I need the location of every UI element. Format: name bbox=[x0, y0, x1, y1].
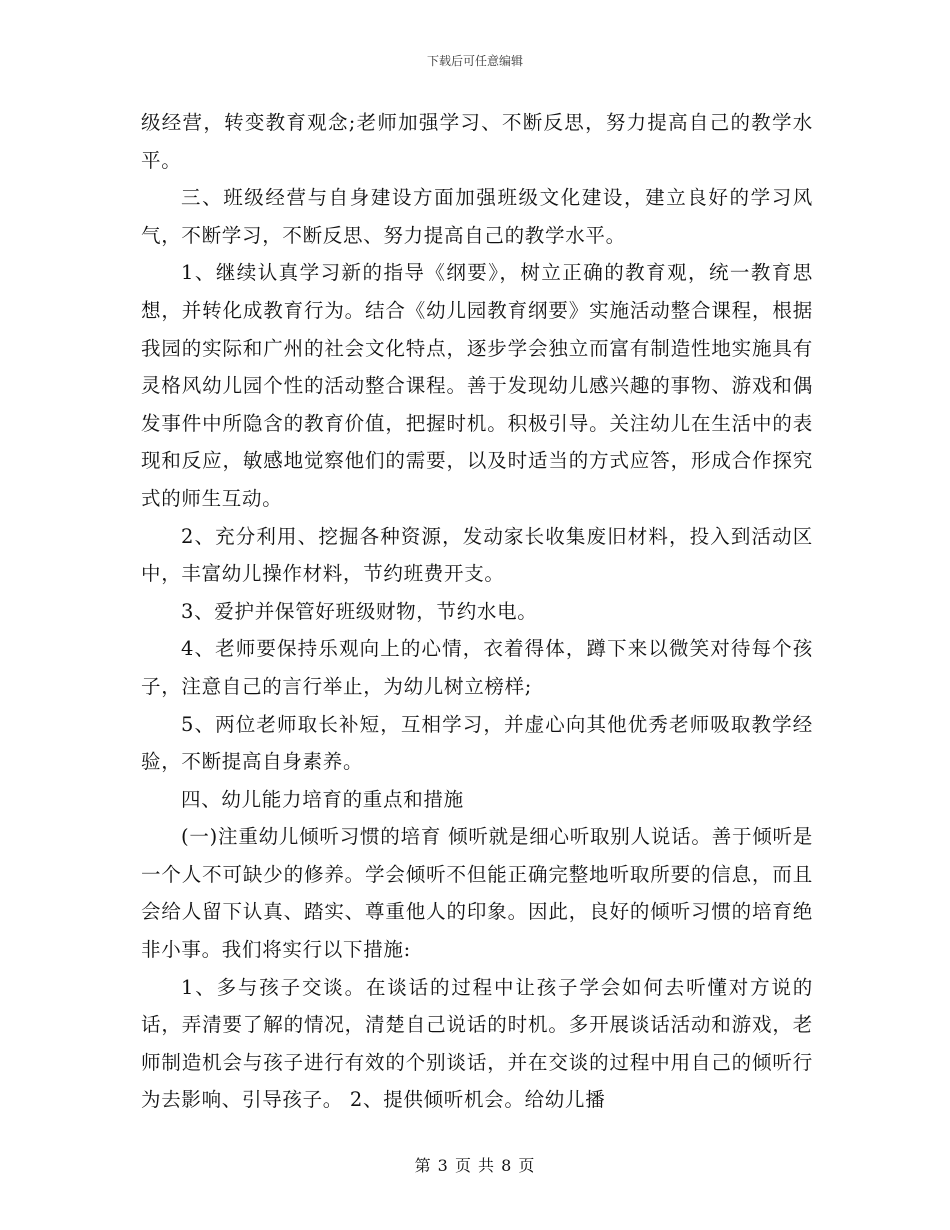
section-three-heading-paragraph: 三、班级经营与自身建设方面加强班级文化建设，建立良好的学习风气，不断学习，不断反思、努力提高自己的教学水平。 bbox=[141, 186, 813, 247]
page-header: 下载后可任意编辑 bbox=[426, 54, 523, 68]
paragraph-item-2: 2、充分利用、挖掘各种资源，发动家长收集废旧材料，投入到活动区中，丰富幼儿操作材料，节约班费开支。 bbox=[141, 524, 813, 586]
paragraph-item-3: 3、爱护并保管好班级财物，节约水电。 bbox=[181, 599, 538, 623]
paragraph-item-4: 4、老师要保持乐观向上的心情，衣着得体，蹲下来以微笑对待每个孩子，注意自己的言行举止，为幼儿树立榜样; bbox=[141, 637, 813, 698]
document-body bbox=[141, 104, 813, 1119]
subsection-listening-paragraph: (一)注重幼儿倾听习惯的培育 倾听就是细心听取别人说话。善于倾听是一个人不可缺少的修养。学会倾听不但能正确完整地听取所要的信息，而且会给人留下认真、踏实、尊重他人的印象。因此，良好的倾听习惯的培育绝非小事。我们将实行以下措施: bbox=[141, 825, 813, 962]
page-number: 第 3 页 共 8 页 bbox=[414, 1156, 536, 1175]
paragraph-item-1: 1、继续认真学习新的指导《纲要》，树立正确的教育观，统一教育思想，并转化成教育行为。结合《幼儿园教育纲要》实施活动整合课程，根据我园的实际和广州的社会文化特点，逐步学会独立而富有制造性地实施具有灵格风幼儿园个性的活动整合课程。善于发现幼儿感兴趣的事物、游戏和偶发事件中所隐含的教育价值，把握时机。积极引导。关注幼儿在生活中的表现和反应，敏感地觉察他们的需要，以及时适当的方式应答，形成合作探究式的师生互动。 bbox=[141, 261, 813, 510]
section-four-heading: 四、幼儿能力培育的重点和措施 bbox=[181, 787, 464, 811]
paragraph-continuation: 级经营，转变教育观念;老师加强学习、不断反思，努力提高自己的教学水平。 bbox=[141, 111, 813, 172]
paragraph-item-5: 5、两位老师取长补短，互相学习，并虚心向其他优秀老师吸取教学经验，不断提高自身素养。 bbox=[141, 712, 813, 774]
paragraph-listening-measures: 1、多与孩子交谈。在谈话的过程中让孩子学会如何去听懂对方说的话，弄清要了解的情况，清楚自己说话的时机。多开展谈话活动和游戏，老师制造机会与孩子进行有效的个别谈话，并在交谈的过程中用自己的倾听行为去影响、引导孩子。 2、提供倾听机会。给幼儿播 bbox=[141, 975, 813, 1112]
